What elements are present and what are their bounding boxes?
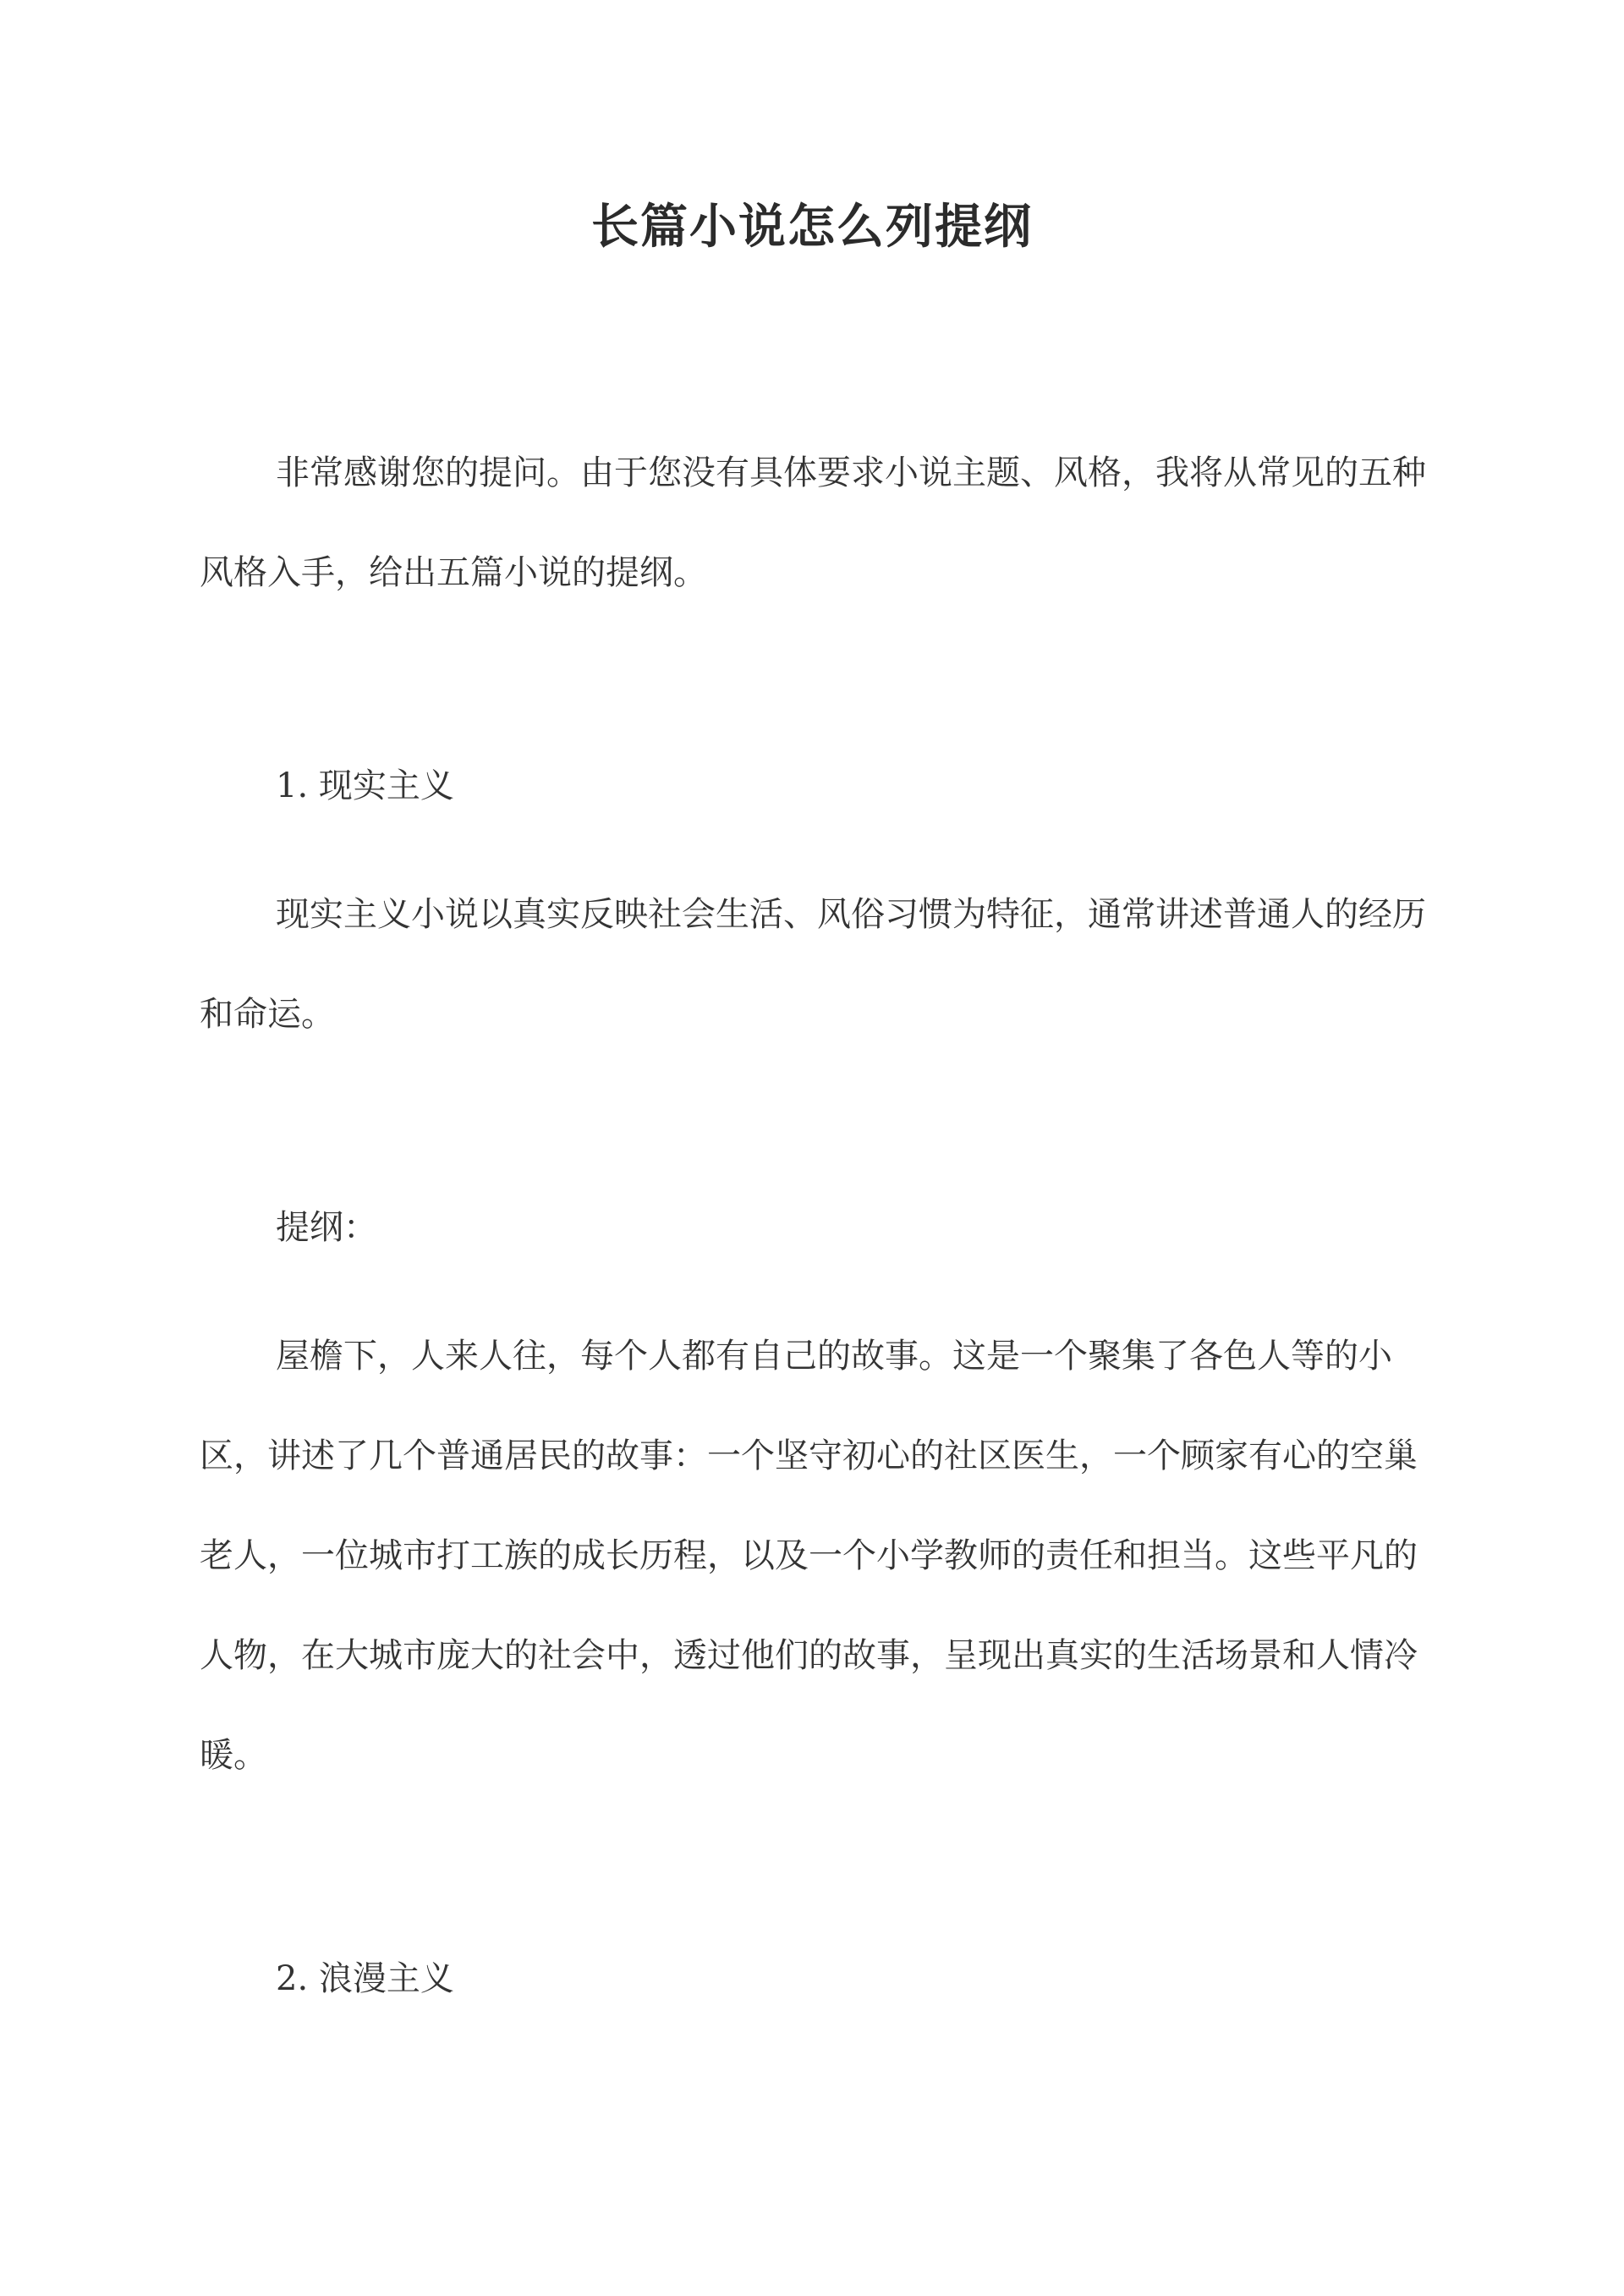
section-1-description: 现实主义小说以真实反映社会生活、风俗习惯为特征，通常讲述普通人的经历和命运。	[200, 895, 1426, 1034]
document-title: 长篇小说怎么列提纲	[591, 199, 1033, 255]
intro-paragraph: 非常感谢您的提问。由于您没有具体要求小说主题、风格，我将从常见的五种风格入手，给出五篇小说的提纲。	[200, 453, 1426, 592]
section-2-heading: 2. 浪漫主义	[276, 1959, 454, 1998]
section-1-outline-label: 提纲：	[276, 1208, 377, 1247]
section-1-heading: 1. 现实主义	[276, 766, 454, 805]
section-1-outline-text: 屋檐下，人来人往，每个人都有自己的故事。这是一个聚集了各色人等的小区，讲述了几个普通居民的故事：一个坚守初心的社区医生，一个顾家有心的空巢老人，一位城市打工族的成长历程，以及一个小学教师的责任和担当。这些平凡的人物，在大城市庞大的社会中，透过他们的故事，呈现出真实的生活场景和人情冷暖。	[200, 1337, 1418, 1775]
